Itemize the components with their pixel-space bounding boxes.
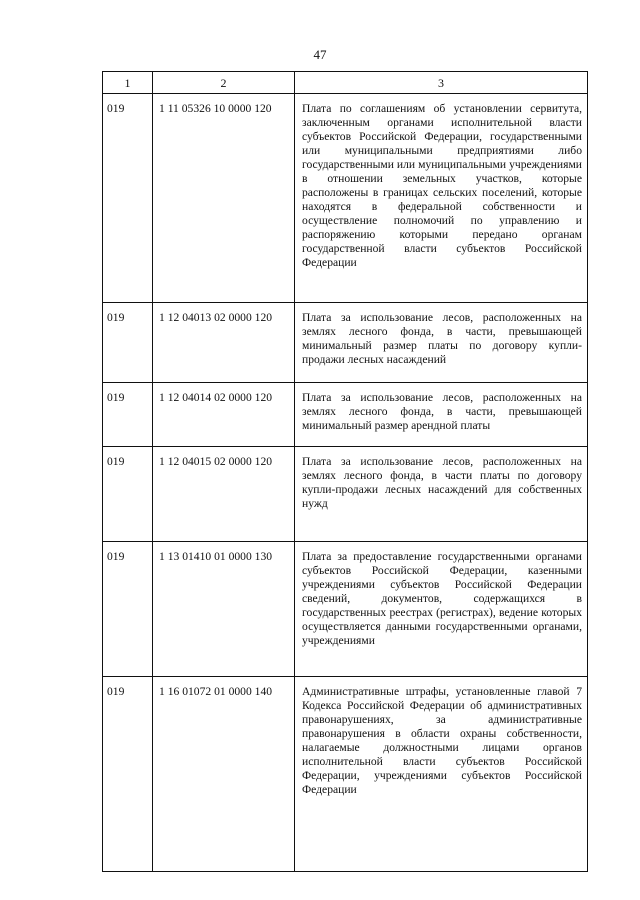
- table-header-row: [103, 72, 588, 94]
- table-row: [103, 542, 588, 677]
- column-header-2: 2: [153, 72, 295, 94]
- description-cell: Плата за использование лесов, расположенных на землях лесного фонда, в части платы по договору купли-продажи лесных насаждений для собственных нужд: [295, 447, 588, 542]
- admin-code-cell: 019: [103, 447, 153, 542]
- table-row: [103, 303, 588, 383]
- admin-code-cell: 019: [103, 303, 153, 383]
- table-row: [103, 383, 588, 447]
- description-cell: Административные штрафы, установленные главой 7 Кодекса Российской Федерации об административных правонарушениях, за административные правонарушения в области охраны собственности, налагаемые должностными лицами органов исполнительной власти субъектов Российской Федерации, учреждениями субъектов Российской Федерации: [295, 677, 588, 872]
- budget-classification-table: [102, 71, 588, 872]
- column-header-3: 3: [295, 72, 588, 94]
- table-row: [103, 94, 588, 303]
- budget-code-cell: 1 12 04014 02 0000 120: [153, 383, 295, 447]
- budget-code-cell: 1 11 05326 10 0000 120: [153, 94, 295, 303]
- admin-code-cell: 019: [103, 677, 153, 872]
- admin-code-cell: 019: [103, 383, 153, 447]
- budget-code-cell: 1 12 04013 02 0000 120: [153, 303, 295, 383]
- column-header-1: 1: [103, 72, 153, 94]
- admin-code-cell: 019: [103, 542, 153, 677]
- admin-code-cell: 019: [103, 94, 153, 303]
- description-cell: Плата по соглашениям об установлении сервитута, заключенным органами исполнительной власти субъектов Российской Федерации, государственными или муниципальными предприятиями либо государственными или муниципальными учреждениями в отношении земельных участков, которые расположены в границах сельских поселений, которые находятся в федеральной собственности и осуществление полномочий по управлению и распоряжению которыми передано органам государственной власти субъектов Российской Федерации: [295, 94, 588, 303]
- description-cell: Плата за предоставление государственными органами субъектов Российской Федерации, казенными учреждениями субъектов Российской Федерации сведений, документов, содержащихся в государственных реестрах (регистрах), ведение которых осуществляется данными государственными органами, учреждениями: [295, 542, 588, 677]
- page-number: 47: [313, 47, 327, 62]
- table-row: [103, 677, 588, 872]
- description-cell: Плата за использование лесов, расположенных на землях лесного фонда, в части, превышающей минимальный размер арендной платы: [295, 383, 588, 447]
- budget-code-cell: 1 13 01410 01 0000 130: [153, 542, 295, 677]
- description-cell: Плата за использование лесов, расположенных на землях лесного фонда, в части, превышающей минимальный размер платы по договору купли-продажи лесных насаждений: [295, 303, 588, 383]
- budget-code-cell: 1 12 04015 02 0000 120: [153, 447, 295, 542]
- table-row: [103, 447, 588, 542]
- budget-code-cell: 1 16 01072 01 0000 140: [153, 677, 295, 872]
